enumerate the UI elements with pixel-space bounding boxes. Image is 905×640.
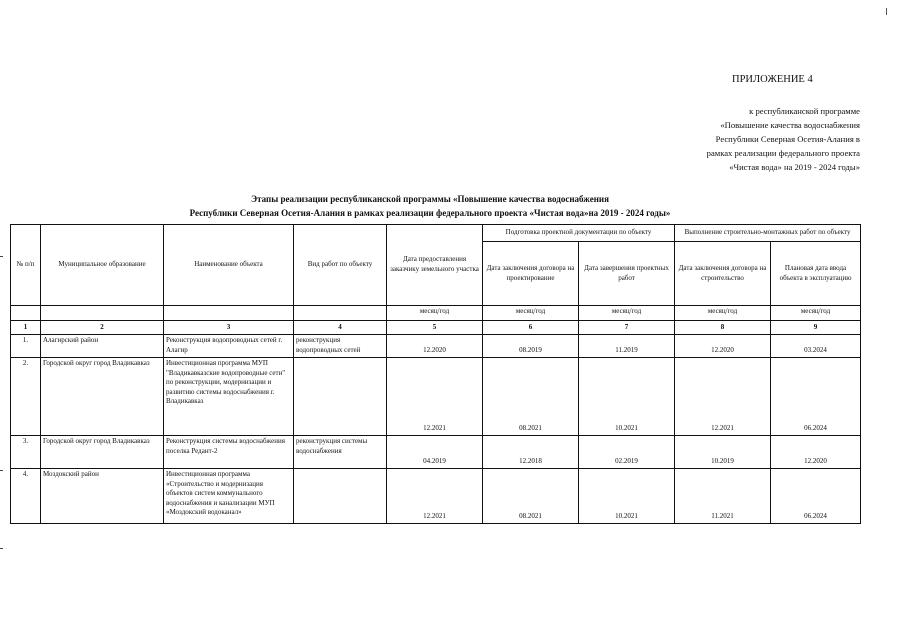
unit-cell: месяц/год [483,306,579,321]
header-construction-group: Выполнение строительно-монтажных работ по объекту [675,225,861,242]
margin-tick [0,470,3,471]
municipality-cell: Алагирский район [41,335,164,358]
stages-table [10,224,861,524]
column-number: 2 [41,321,164,335]
design-end-cell: 10.2021 [579,469,675,524]
header-land-date: Дата предоставления заказчику земельного участка [387,225,483,306]
column-number: 7 [579,321,675,335]
construction-contract-cell: 12.2021 [675,358,771,436]
header-municipality: Муниципальное образование [41,225,164,306]
work-type-cell: реконструкция системы водоснабжения [294,436,387,469]
land-date-cell: 12.2021 [387,358,483,436]
construction-contract-cell: 12.2020 [675,335,771,358]
design-end-cell: 11.2019 [579,335,675,358]
design-contract-cell: 12.2018 [483,436,579,469]
column-number: 1 [11,321,41,335]
unit-cell: месяц/год [771,306,861,321]
margin-tick [0,548,3,549]
column-number: 8 [675,321,771,335]
title-line: Этапы реализации республиканской программы «Повышение качества водоснабжения [251,194,609,204]
work-type-cell: реконструкция водопроводных сетей [294,335,387,358]
program-line: рамках реализации федерального проекта [706,148,860,158]
title-line: Республики Северная Осетия-Алания в рамках реализации федерального проекта «Чистая вода»на 2019 - 2024 годы» [189,208,671,218]
program-reference [660,104,860,174]
unit-cell: месяц/год [675,306,771,321]
column-number: 3 [164,321,294,335]
object-cell: Реконструкция системы водоснабжения поселка Редант-2 [164,436,294,469]
municipality-cell: Городской округ город Владикавказ [41,358,164,436]
program-line: «Чистая вода» на 2019 - 2024 годы» [729,162,860,172]
table-row [11,469,861,524]
header-design-contract: Дата заключения договора на проектирование [483,242,579,306]
land-date-cell: 12.2020 [387,335,483,358]
header-row-1 [11,225,861,242]
header-design-group: Подготовка проектной документации по объекту [483,225,675,242]
column-number: 4 [294,321,387,335]
land-date-cell: 04.2019 [387,436,483,469]
scan-mark [886,8,887,15]
margin-tick [0,256,3,257]
work-type-cell [294,469,387,524]
object-cell: Реконструкция водопроводных сетей г. Алагир [164,335,294,358]
column-number-row [11,321,861,335]
column-number: 9 [771,321,861,335]
row-number: 3. [11,436,41,469]
table-row [11,335,861,358]
unit-cell: месяц/год [387,306,483,321]
header-object: Наименование объекта [164,225,294,306]
units-row [11,306,861,321]
municipality-cell: Моздокский район [41,469,164,524]
construction-contract-cell: 10.2019 [675,436,771,469]
program-line: «Повышение качества водоснабжения [720,120,860,130]
commissioning-cell: 03.2024 [771,335,861,358]
header-num: № п/п [11,225,41,306]
document-title [140,192,720,220]
table-row [11,436,861,469]
unit-cell: месяц/год [579,306,675,321]
municipality-cell: Городской округ город Владикавказ [41,436,164,469]
program-line: к республиканской программе [749,106,860,116]
header-construction-contract: Дата заключения договора на строительство [675,242,771,306]
header-commissioning: Плановая дата ввода объекта в эксплуатацию [771,242,861,306]
design-contract-cell: 08.2021 [483,358,579,436]
header-work-type: Вид работ по объекту [294,225,387,306]
appendix-label: ПРИЛОЖЕНИЕ 4 [732,74,813,85]
commissioning-cell: 12.2020 [771,436,861,469]
land-date-cell: 12.2021 [387,469,483,524]
column-number: 5 [387,321,483,335]
header-design-end: Дата завершения проектных работ [579,242,675,306]
work-type-cell [294,358,387,436]
column-number: 6 [483,321,579,335]
construction-contract-cell: 11.2021 [675,469,771,524]
commissioning-cell: 06.2024 [771,469,861,524]
design-end-cell: 02.2019 [579,436,675,469]
object-cell: Инвестиционная программа «Строительство и модернизация объектов систем коммунального водоснабжения и канализации МУП «Моздокский водоканал» [164,469,294,524]
object-cell: Инвестиционная программа МУП "Владикавказские водопроводные сети" по реконструкции, модернизации и развитию системы водоснабжения г. Владикавказ [164,358,294,436]
design-end-cell: 10.2021 [579,358,675,436]
row-number: 4. [11,469,41,524]
table-row [11,358,861,436]
row-number: 1. [11,335,41,358]
commissioning-cell: 06.2024 [771,358,861,436]
design-contract-cell: 08.2021 [483,469,579,524]
program-line: Республики Северная Осетия-Алания в [715,134,860,144]
design-contract-cell: 08.2019 [483,335,579,358]
row-number: 2. [11,358,41,436]
